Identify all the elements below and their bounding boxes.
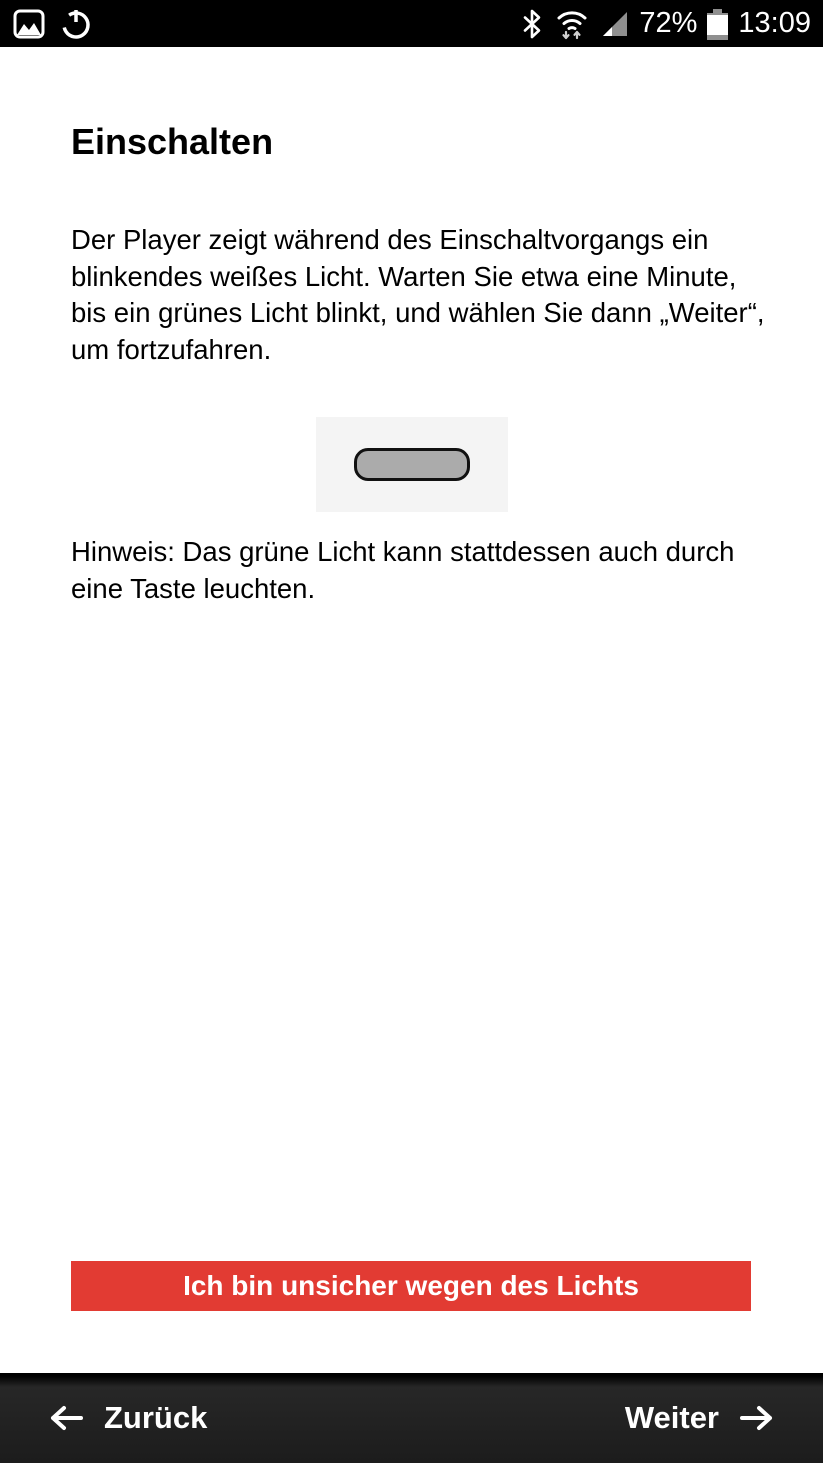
instructions-text: Der Player zeigt während des Einschaltvorgangs ein blinkendes weißes Licht. Warten Sie etwa eine Minute, bis ein grünes Licht blinkt, und wählen Sie dann „Weiter“, um fortzufahren.	[71, 224, 765, 365]
status-bar	[0, 0, 823, 47]
back-button[interactable]	[48, 1400, 207, 1436]
page-title: Einschalten	[71, 121, 274, 162]
back-label: Zurück	[104, 1400, 208, 1435]
wifi-icon	[553, 7, 591, 41]
player-illustration	[316, 417, 508, 512]
clock: 13:09	[738, 7, 811, 39]
next-button[interactable]	[625, 1400, 775, 1436]
arrow-right-icon	[739, 1404, 775, 1432]
note-text: Hinweis: Das grüne Licht kann stattdessen auch durch eine Taste leuchten.	[71, 536, 735, 604]
status-bar-right	[521, 7, 811, 41]
status-bar-left	[12, 6, 94, 42]
gallery-icon	[12, 7, 46, 41]
bluetooth-icon	[521, 8, 543, 40]
player-light-bar	[354, 448, 470, 481]
battery-icon	[707, 7, 728, 41]
next-label: Weiter	[624, 1400, 719, 1435]
unsure-button[interactable]: Ich bin unsicher wegen des Lichts	[71, 1261, 751, 1311]
bottom-nav	[0, 1373, 823, 1463]
power-icon	[58, 6, 94, 42]
arrow-left-icon	[48, 1404, 84, 1432]
battery-percent: 72%	[639, 7, 698, 39]
signal-icon	[601, 10, 629, 38]
